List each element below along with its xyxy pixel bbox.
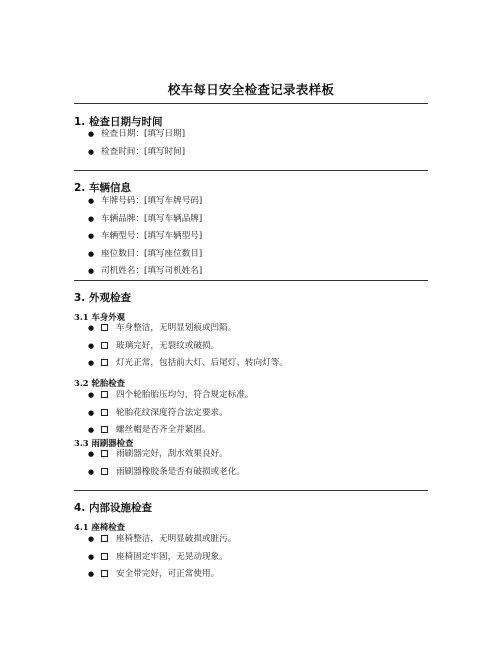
bullet-icon: ● bbox=[88, 214, 95, 223]
bullet-icon: ● bbox=[88, 552, 95, 561]
section-heading: 3. 外观检查 bbox=[74, 292, 131, 304]
checkbox-icon[interactable] bbox=[101, 324, 108, 331]
checklist-item: ● 座椅整洁，无明显破损或脏污。 bbox=[74, 531, 236, 549]
bullet-icon: ● bbox=[88, 450, 95, 458]
section-heading: 1. 检查日期与时间 bbox=[74, 116, 163, 128]
checklist bbox=[74, 446, 245, 481]
checkbox-icon[interactable] bbox=[101, 359, 108, 366]
checkbox-icon[interactable] bbox=[101, 391, 108, 398]
subsection-heading: 3.1 车身外观 bbox=[74, 312, 125, 322]
bullet-icon: ● bbox=[88, 570, 95, 578]
section-list bbox=[74, 126, 185, 161]
checklist-item: ● 座椅固定牢固，无晃动现象。 bbox=[74, 549, 236, 567]
list-item: ● 司机姓名：[填写司机姓名] bbox=[74, 263, 202, 281]
checklist-item: ● 四个轮胎胎压均匀，符合规定标准。 bbox=[74, 387, 254, 405]
checklist-item: ● 车身整洁，无明显划痕或凹陷。 bbox=[74, 320, 288, 338]
checkbox-icon[interactable] bbox=[101, 570, 108, 577]
list-item: ● 车辆品牌：[填写车辆品牌] bbox=[74, 211, 202, 229]
bullet-icon: ● bbox=[88, 197, 95, 205]
bullet-icon: ● bbox=[88, 391, 95, 399]
section-divider bbox=[74, 280, 428, 281]
checklist-item: ● 安全带完好，可正常使用。 bbox=[74, 566, 236, 584]
bullet-icon: ● bbox=[88, 341, 95, 350]
section-heading: 2. 车辆信息 bbox=[74, 182, 131, 194]
bullet-icon: ● bbox=[88, 535, 95, 543]
bullet-icon: ● bbox=[88, 147, 95, 156]
section-list bbox=[74, 193, 202, 281]
checkbox-icon[interactable] bbox=[101, 409, 108, 416]
list-item: ● 车牌号码：[填写车牌号码] bbox=[74, 193, 202, 211]
section-divider bbox=[74, 490, 428, 491]
list-item: ● 座位数目：[填写座位数目] bbox=[74, 246, 202, 264]
bullet-icon: ● bbox=[88, 232, 95, 240]
list-item: ● 检查时间：[填写时间] bbox=[74, 144, 185, 162]
bullet-icon: ● bbox=[88, 359, 95, 367]
checkbox-icon[interactable] bbox=[101, 535, 108, 542]
checklist-item: ● 雨刷器橡胶条是否有破损或老化。 bbox=[74, 464, 245, 482]
list-item: ● 车辆型号：[填写车辆型号] bbox=[74, 228, 202, 246]
section-heading: 4. 内部设施检查 bbox=[74, 502, 152, 514]
section-divider bbox=[74, 170, 428, 171]
checkbox-icon[interactable] bbox=[101, 468, 108, 475]
bullet-icon: ● bbox=[88, 324, 95, 332]
checklist bbox=[74, 387, 254, 440]
bullet-icon: ● bbox=[88, 408, 95, 417]
bullet-icon: ● bbox=[88, 130, 95, 138]
document-title: 校车每日安全检查记录表样板 bbox=[167, 82, 335, 97]
checkbox-icon[interactable] bbox=[101, 450, 108, 457]
checkbox-icon[interactable] bbox=[101, 426, 108, 433]
bullet-icon: ● bbox=[88, 467, 95, 476]
bullet-icon: ● bbox=[88, 249, 95, 258]
checklist bbox=[74, 531, 236, 584]
checklist-item: ● 雨刷器完好，刮水效果良好。 bbox=[74, 446, 245, 464]
checklist-item: ● 螺丝帽是否齐全并紧固。 bbox=[74, 422, 254, 440]
subsection-heading: 3.2 轮胎检查 bbox=[74, 378, 125, 388]
subsection-heading: 3.3 雨刷器检查 bbox=[74, 438, 134, 448]
subsection-heading: 4.1 座椅检查 bbox=[74, 522, 125, 532]
checklist-item: ● 玻璃完好，无裂纹或破损。 bbox=[74, 338, 288, 356]
list-item: ● 检查日期：[填写日期] bbox=[74, 126, 185, 144]
bullet-icon: ● bbox=[88, 267, 95, 275]
bullet-icon: ● bbox=[88, 426, 95, 434]
checklist-item: ● 轮胎花纹深度符合法定要求。 bbox=[74, 405, 254, 423]
checklist bbox=[74, 320, 288, 373]
checkbox-icon[interactable] bbox=[101, 342, 108, 349]
checklist-item: ● 灯光正常，包括前大灯、后尾灯、转向灯等。 bbox=[74, 355, 288, 373]
section-divider bbox=[74, 103, 428, 104]
checkbox-icon[interactable] bbox=[101, 553, 108, 560]
